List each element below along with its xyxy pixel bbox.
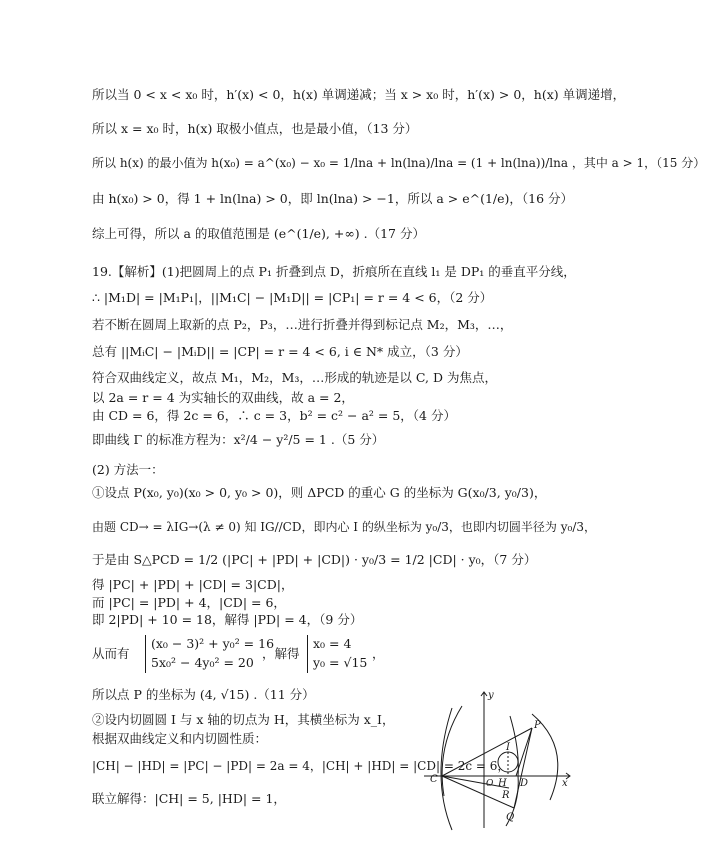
text-line: 由 h(x₀) > 0，得 1 + ln(lna) > 0，即 ln(lna) > −1，所以 a > e^(1/e)，（16 分）	[92, 191, 574, 206]
label-h: H	[498, 778, 507, 789]
label-o: O	[486, 779, 494, 789]
label-i: I	[506, 742, 510, 753]
label-x: x	[562, 778, 568, 789]
text-line: 若不断在圆周上取新的点 P₂，P₃，…进行折叠并得到标记点 M₂，M₃，…，	[92, 317, 513, 332]
text-line: 以 2a = r = 4 为实轴长的双曲线，故 a = 2，	[92, 390, 354, 405]
equation: (x₀ − 3)² + y₀² = 16	[151, 636, 275, 651]
text-line: 由题 CD→ = λIG→(λ ≠ 0) 知 IG//CD，即内心 I 的纵坐标为 y₀/3，也即内切圆半径为 y₀/3，	[92, 520, 597, 534]
equation: x₀ = 4	[313, 636, 352, 651]
text-line: 于是由 S△PCD = 1/2 (|PC| + |PD| + |CD|) · y₀/3 = 1/2 |CD| · y₀，（7 分）	[92, 552, 537, 567]
label-p: P	[534, 720, 541, 731]
solution-brace	[307, 635, 308, 673]
text-line: 所以当 0 < x < x₀ 时，h′(x) < 0，h(x) 单调递减；当 x > x₀ 时，h′(x) > 0，h(x) 单调递增，	[92, 87, 626, 102]
text-line: |CH| − |HD| = |PC| − |PD| = 2a = 4，|CH| + |HD| = |CD| = 2c = 6，	[92, 759, 510, 773]
text-line: 所以 x = x₀ 时，h(x) 取极小值点，也是最小值，（13 分）	[92, 121, 418, 136]
system-brace	[145, 635, 146, 673]
text-line: 联立解得：|CH| = 5, |HD| = 1，	[92, 791, 286, 806]
text-line: 总有 ||MᵢC| − |MᵢD|| = |CP| = r = 4 < 6, i ∈ N* 成立，（3 分）	[92, 344, 468, 359]
label-y: y	[488, 690, 494, 701]
label-r: R	[502, 790, 510, 801]
text-line: 符合双曲线定义，故点 M₁，M₂，M₃，…形成的轨迹是以 C, D 为焦点，	[92, 370, 497, 385]
text-line: 19.【解析】(1)把圆周上的点 P₁ 折叠到点 D，折痕所在直线 l₁ 是 DP₁ 的垂直平分线，	[92, 264, 576, 279]
text-line: (2) 方法一：	[92, 462, 164, 477]
text-line: 从而有	[92, 646, 130, 661]
label-q: Q	[506, 812, 515, 823]
text-line: ∴ |M₁D| = |M₁P₁|，||M₁C| − |M₁D|| = |CP₁| = r = 4 < 6，（2 分）	[92, 290, 493, 305]
label-c: C	[430, 774, 438, 785]
text-line: ，	[372, 646, 385, 661]
text-line: 而 |PC| = |PD| + 4，|CD| = 6，	[92, 595, 286, 610]
label-d: D	[520, 778, 529, 789]
equation: y₀ = √15	[313, 655, 368, 670]
text-line: 根据双曲线定义和内切圆性质：	[92, 731, 268, 746]
text-line: 即曲线 Γ 的标准方程为：x²/4 − y²/5 = 1 .（5 分）	[92, 432, 385, 447]
text-line: ，解得	[262, 646, 300, 661]
text-line: 所以 h(x) 的最小值为 h(x₀) = a^(x₀) − x₀ = 1/lna + ln(lna)/lna = (1 + ln(lna))/lna ，其中 a > 1，（15 分）	[92, 156, 705, 170]
segment-pq	[514, 728, 532, 808]
text-line: 综上可得，所以 a 的取值范围是 (e^(1/e), +∞) .（17 分）	[92, 226, 425, 241]
hyperbola-figure	[422, 688, 572, 833]
circle-arc	[442, 706, 462, 796]
text-line: 所以点 P 的坐标为 (4, √15) .（11 分）	[92, 687, 315, 702]
text-line: 由 CD = 6，得 2c = 6，∴ c = 3，b² = c² − a² = 5，（4 分）	[92, 408, 456, 423]
text-line: 即 2|PD| + 10 = 18，解得 |PD| = 4，（9 分）	[92, 612, 363, 627]
text-line: 得 |PC| + |PD| + |CD| = 3|CD|，	[92, 577, 294, 592]
text-line: ②设内切圆圆 I 与 x 轴的切点为 H，其横坐标为 x_I，	[92, 712, 395, 727]
equation: 5x₀² − 4y₀² = 20	[151, 655, 254, 670]
text-line: ①设点 P(x₀, y₀)(x₀ > 0, y₀ > 0)，则 ΔPCD 的重心 G 的坐标为 G(x₀/3, y₀/3)，	[92, 485, 547, 500]
